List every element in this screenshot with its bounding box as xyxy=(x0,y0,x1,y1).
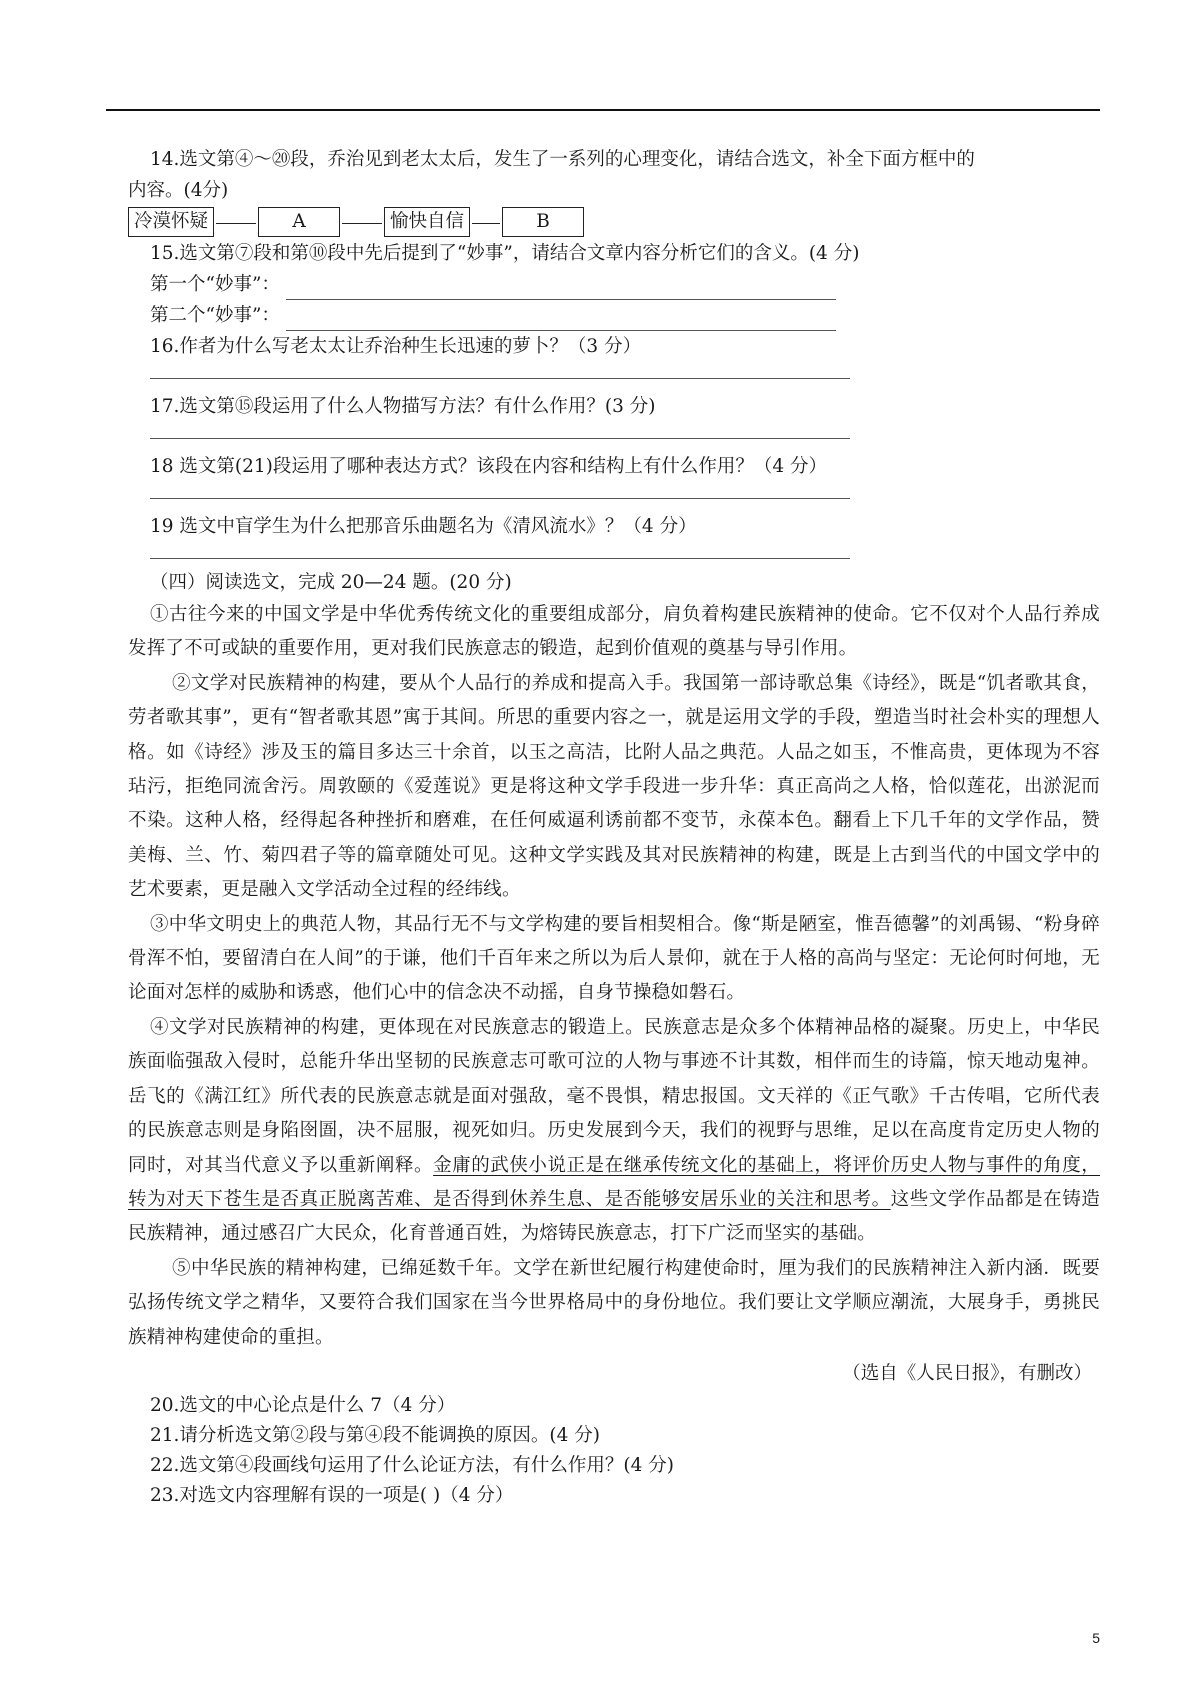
question-15-answer-1 xyxy=(150,269,1100,300)
question-23: 23.对选文内容理解有误的一项是( )（4 分） xyxy=(150,1484,514,1506)
answer-line[interactable] xyxy=(150,542,850,559)
answer-line[interactable] xyxy=(150,422,850,439)
exam-content xyxy=(128,144,1100,1511)
answer-line[interactable] xyxy=(286,310,836,331)
question-19: 19 选文中盲学生为什么把那音乐曲题名为《清风流水》？（4 分） xyxy=(150,516,697,537)
question-16: 16.作者为什么写老太太让乔治种生长迅速的萝卜？（3 分） xyxy=(150,336,642,357)
question-14-line-2: 内容。(4分) xyxy=(128,180,229,201)
paragraph-4 xyxy=(128,1011,1100,1252)
paragraph-3: ③中华文明史上的典范人物，其品行无不与文学构建的要旨相契相合。像“斯是陋室，惟吾德馨”的刘禹锡、“粉身碎骨浑不怕，要留清白在人间”的于谦，他们千百年来之所以为后人景仰，就在于人格的高尚与坚定：无论何时何地，无论面对怎样的威胁和诱惑，他们心中的信念决不动摇，自身节操稳如磐石。 xyxy=(128,913,1100,1004)
question-20: 20.选文的中心论点是什么 7（4 分） xyxy=(150,1394,456,1416)
question-14-line-1: 14.选文第④～⑳段，乔治见到老太太后，发生了一系列的心理变化，请结合选文，补全下面方框中的 xyxy=(150,149,975,170)
question-21: 21.请分析选文第②段与第④段不能调换的原因。(4 分) xyxy=(150,1424,601,1446)
paragraph-4-text: ④文学对民族精神的构建，更体现在对民族意志的锻造上。民族意志是众多个体精神品格的凝聚。历史上，中华民族面临强敌入侵时，总能升华出坚韧的民族意志可歌可泣的人物与事迹不计其数，相伴而生的诗篇，惊天地动鬼神。岳飞的《满江红》所代表的民族意志就是面对强敌，毫不畏惧，精忠报国。文天祥的《正气歌》千古传唱，它所代表的民族意志则是身陷囹圄，决不屈服，视死如归。历史发展到今天，我们的视野与思维，足以在高度肯定历史人物的同时，对其当代意义予以重新阐释。 xyxy=(128,1016,1100,1176)
question-14-flow-diagram xyxy=(128,206,1100,238)
source-citation: （选自《人民日报》，有删改） xyxy=(842,1362,1092,1384)
answer-line[interactable] xyxy=(150,362,850,379)
flow-arrow-dash xyxy=(342,223,382,224)
flow-box-blank-a[interactable]: A xyxy=(258,207,340,237)
answer-line[interactable] xyxy=(150,482,850,499)
second-miaoshi-label: 第二个“妙事”： xyxy=(150,305,280,326)
paragraph-2: ②文学对民族精神的构建，要从个人品行的养成和提高入手。我国第一部诗歌总集《诗经》，既是“饥者歌其食，劳者歌其事”，更有“智者歌其恩”寓于其间。所思的重要内容之一，就是运用文学的手段，塑造当时社会朴实的理想人格。如《诗经》涉及玉的篇目多达三十余首，以玉之高洁，比附人品之典范。人品之如玉，不惟高贵，更体现为不容玷污，拒绝同流舍污。周敦颐的《爱莲说》更是将这种文学手段进一步升华：真正高尚之人格，恰似莲花，出淤泥而不染。这种人格，经得起各种挫折和磨难，在任何威逼利诱前都不变节，永葆本色。翻看上下几千年的文学作品，赞美梅、兰、竹、菊四君子等的篇章随处可见。这种文学实践及其对民族精神的构建，既是上古到当代的中国文学中的艺术要素，更是融入文学活动全过程的经纬线。 xyxy=(128,672,1100,901)
flow-arrow-dash xyxy=(472,223,500,224)
question-15-answer-2 xyxy=(150,300,1100,331)
question-18: 18 选文第(21)段运用了哪种表达方式？该段在内容和结构上有什么作用？（4 分） xyxy=(150,456,828,477)
flow-box-start: 冷漠怀疑 xyxy=(128,207,214,237)
header-rule xyxy=(106,109,1100,111)
flow-arrow-dash xyxy=(216,223,256,224)
answer-line[interactable] xyxy=(286,279,836,300)
followup-questions xyxy=(150,1391,1100,1511)
question-22: 22.选文第④段画线句运用了什么论证方法，有什么作用？(4 分) xyxy=(150,1454,675,1476)
page-number: 5 xyxy=(1092,1630,1100,1646)
flow-box-blank-b[interactable]: B xyxy=(502,207,584,237)
flow-box-middle: 愉快自信 xyxy=(384,207,470,237)
section-4-heading: （四）阅读选文，完成 20—24 题。(20 分) xyxy=(150,572,512,593)
paragraph-5: ⑤中华民族的精神构建，已绵延数千年。文学在新世纪履行构建使命时，厘为我们的民族精神注入新内涵．既要弘扬传统文学之精华，又要符合我们国家在当今世界格局中的身份地位。我们要让文学顺应潮流，大展身手，勇挑民族精神构建使命的重担。 xyxy=(128,1257,1100,1348)
underlined-sentence: 金庸的武侠小说正是在继承传统文化的基础上，将评价历史人物与事件的角度，转为对天下苍生是否真正脱离苦难、是否得到休养生息、是否能够安居乐业的关注和思考。 xyxy=(128,1154,1100,1210)
paragraph-1: ①古往今来的中国文学是中华优秀传统文化的重要组成部分，肩负着构建民族精神的使命。它不仅对个人品行养成发挥了不可或缺的重要作用，更对我们民族意志的锻造，起到价值观的奠基与导引作用。 xyxy=(128,604,1100,660)
question-17: 17.选文第⑮段运用了什么人物描写方法？有什么作用？(3 分) xyxy=(150,396,656,417)
paragraph-4-text-after: 这些文学作品都是在铸造民族精神，通过感召广大民众，化育普通百姓，为熔铸民族意志，打下广泛而坚实的基础。 xyxy=(128,1188,1100,1245)
first-miaoshi-label: 第一个“妙事”： xyxy=(150,274,280,295)
question-15: 15.选文第⑦段和第⑩段中先后提到了“妙事”，请结合文章内容分析它们的含义。(4 分) xyxy=(150,243,860,264)
